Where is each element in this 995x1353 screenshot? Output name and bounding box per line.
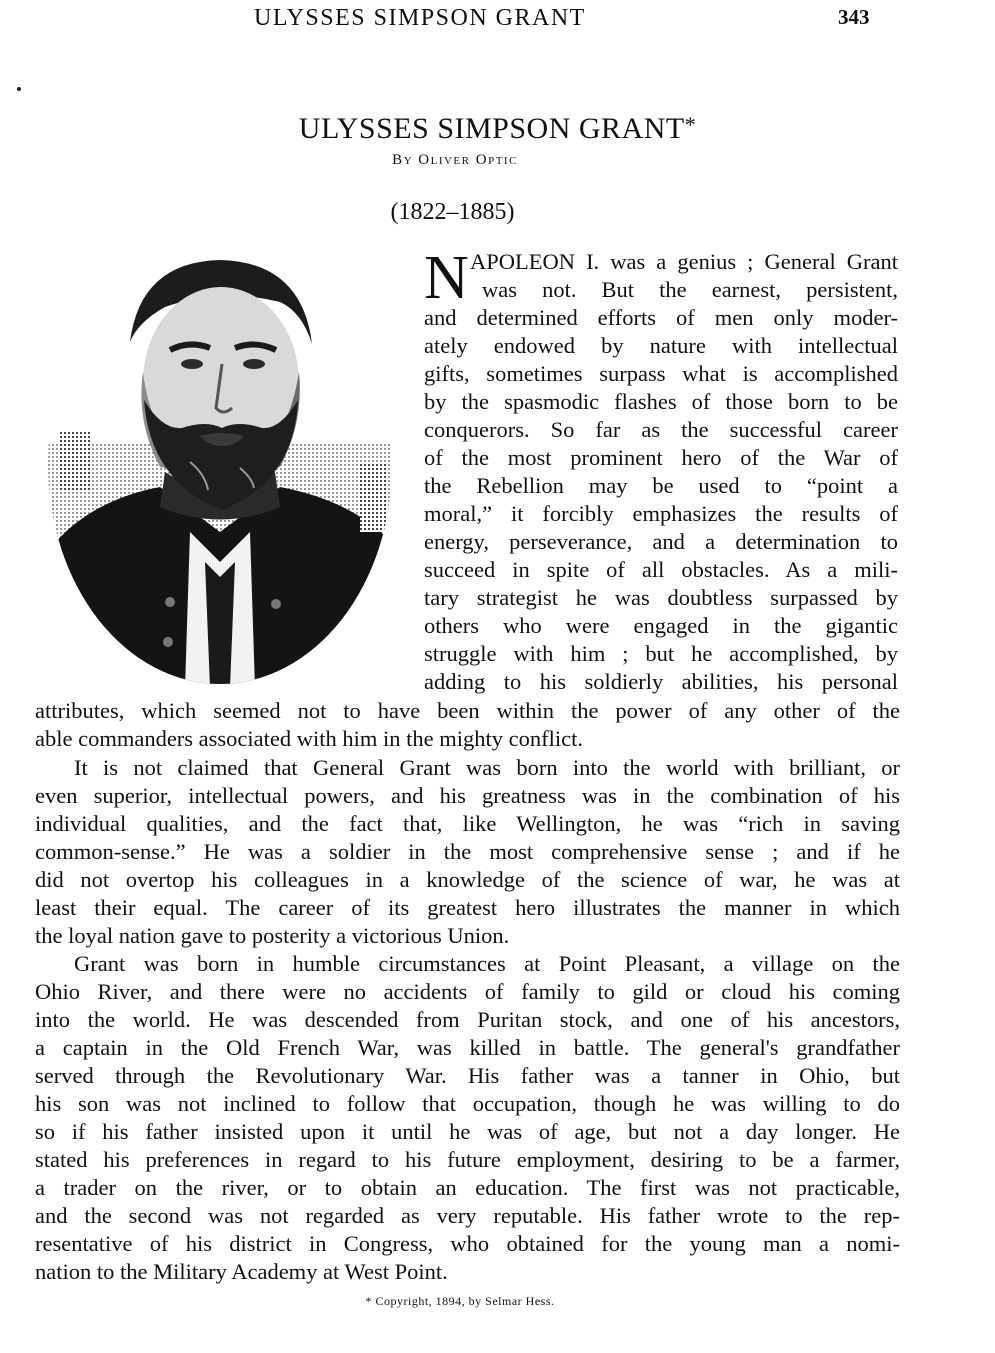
body-line: gifts, sometimes surpass what is accomplished bbox=[424, 361, 898, 386]
body-line: struggle with him ; but he accomplished, by bbox=[424, 641, 898, 666]
body-line: his son was not inclined to follow that occupation, though he was willing to do bbox=[35, 1091, 900, 1116]
body-line: attributes, which seemed not to have been within the power of any other of the bbox=[35, 698, 900, 723]
body-line: energy, perseverance, and a determination to bbox=[424, 529, 898, 554]
body-line: individual qualities, and the fact that, like Wellington, he was “rich in saving bbox=[35, 811, 900, 836]
running-header: ULYSSES SIMPSON GRANT bbox=[254, 5, 586, 31]
body-line: so if his father insisted upon it until he was of age, but not a day longer. He bbox=[35, 1119, 900, 1144]
body-line: and determined efforts of men only moder- bbox=[424, 305, 898, 330]
body-line: a captain in the Old French War, was killed in battle. The general's grandfather bbox=[35, 1035, 900, 1060]
drop-cap: N bbox=[424, 244, 469, 312]
article-dates: (1822–1885) bbox=[390, 199, 515, 225]
body-line: APOLEON I. was a genius ; General Grant bbox=[470, 249, 898, 274]
body-line: adding to his soldierly abilities, his personal bbox=[424, 669, 898, 694]
body-line: able commanders associated with him in the mighty conflict. bbox=[35, 726, 583, 751]
page-number: 343 bbox=[838, 5, 870, 29]
body-line: moral,” it forcibly emphasizes the results of bbox=[424, 501, 898, 526]
body-line: resentative of his district in Congress, who obtained for the young man a nomi- bbox=[35, 1231, 900, 1256]
body-line: and the second was not regarded as very reputable. His father wrote to the rep- bbox=[35, 1203, 900, 1228]
body-line: nation to the Military Academy at West Point. bbox=[35, 1259, 448, 1284]
body-line: others who were engaged in the gigantic bbox=[424, 613, 898, 638]
article-byline: By Oliver Optic bbox=[392, 152, 518, 168]
body-line: least their equal. The career of its greatest hero illustrates the manner in which bbox=[35, 895, 900, 920]
body-line: ately endowed by nature with intellectual bbox=[424, 333, 898, 358]
body-line: the loyal nation gave to posterity a victorious Union. bbox=[35, 923, 510, 948]
body-line: tary strategist he was doubtless surpassed by bbox=[424, 585, 898, 610]
body-line: served through the Revolutionary War. His father was a tanner in Ohio, but bbox=[35, 1063, 900, 1088]
body-line: was not. But the earnest, persistent, bbox=[482, 277, 898, 302]
body-line: Grant was born in humble circumstances at Point Pleasant, a village on the bbox=[74, 951, 900, 976]
body-line: conquerors. So far as the successful career bbox=[424, 417, 898, 442]
body-line: of the most prominent hero of the War of bbox=[424, 445, 898, 470]
body-line: common-sense.” He was a soldier in the most comprehensive sense ; and if he bbox=[35, 839, 900, 864]
body-line: a trader on the river, or to obtain an education. The first was not practicable, bbox=[35, 1175, 900, 1200]
body-line: into the world. He was descended from Puritan stock, and one of his ancestors, bbox=[35, 1007, 900, 1032]
body-line: stated his preferences in regard to his future employment, desiring to be a farmer, bbox=[35, 1147, 900, 1172]
body-line: even superior, intellectual powers, and his greatness was in the combination of his bbox=[35, 783, 900, 808]
article-title-text: ULYSSES SIMPSON GRANT bbox=[298, 112, 685, 145]
body-line: did not overtop his colleagues in a knowledge of the science of war, he was at bbox=[35, 867, 900, 892]
body-line: the Rebellion may be used to “point a bbox=[424, 473, 898, 498]
body-line: succeed in spite of all obstacles. As a mili- bbox=[424, 557, 898, 582]
body-line: by the spasmodic flashes of those born to be bbox=[424, 389, 898, 414]
body-line: It is not claimed that General Grant was born into the world with brilliant, or bbox=[74, 755, 900, 780]
copyright-footnote: * Copyright, 1894, by Selmar Hess. bbox=[365, 1294, 555, 1308]
body-line: Ohio River, and there were no accidents of family to gild or cloud his coming bbox=[35, 979, 900, 1004]
footnote-marker: * bbox=[684, 112, 697, 137]
